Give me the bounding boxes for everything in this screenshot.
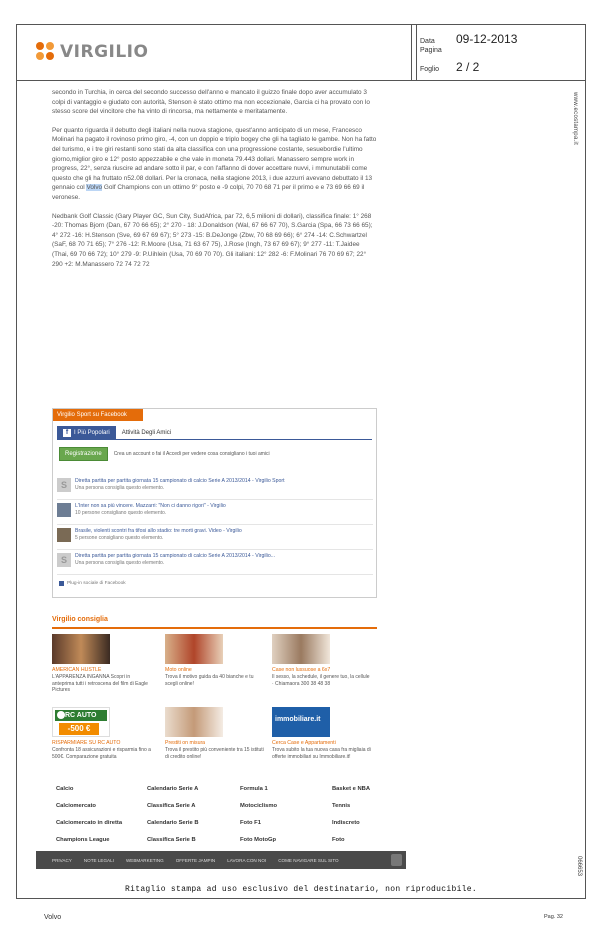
- nav-link[interactable]: Classifica Serie A: [147, 803, 196, 809]
- register-button[interactable]: Registrazione: [59, 447, 108, 461]
- car-icon: [57, 711, 65, 719]
- footer-link[interactable]: WEBMARKETING: [125, 857, 164, 863]
- meta-data-row: [420, 32, 517, 46]
- virgilio-logo-icon: [36, 42, 56, 62]
- rc-auto-badge: RC AUTO: [55, 710, 107, 721]
- nav-link[interactable]: Calcio: [56, 786, 74, 792]
- tab-popular[interactable]: [57, 426, 116, 440]
- promo-title[interactable]: Moto online: [165, 667, 192, 673]
- data-value: 09-12-2013: [456, 32, 518, 46]
- promo-image: [52, 634, 110, 664]
- article-paragraph-1: secondo in Turchia, in cerca del secondo successo dell'anno e mancato il guizzo finale dopo aver accumulato 3 colpi di vantaggio e giudato con autorità, Stenson è stato ottimo ma non eccezionale, Garcia ci ha provato con lo stesso score del vincitore che ha vinto di rincorsa, ma nettamente e meritatamente.: [52, 89, 370, 116]
- nav-link[interactable]: Indiscreto: [332, 820, 360, 826]
- side-code: 066653: [576, 856, 582, 877]
- facebook-tabs: [57, 426, 372, 440]
- promo-image: [165, 707, 223, 737]
- promo-text: Trova il prestito più conveniente tra 15 istituti di credito online!: [165, 747, 264, 760]
- promo-title[interactable]: Case non lussuose a 6x7: [272, 667, 331, 673]
- immobiliare-banner: [272, 707, 330, 737]
- nav-link[interactable]: Basket e NBA: [332, 786, 371, 792]
- meta-separator: [416, 24, 417, 81]
- sp-thumb-icon: S: [57, 478, 71, 492]
- shield-icon: [391, 854, 402, 866]
- footer-bar: [36, 851, 406, 869]
- foglio-label: Foglio: [420, 66, 440, 73]
- promo-text: Il sesso, la schedule, il genere tuo, la cellule · Chiamaora 300 38 48 38: [272, 674, 370, 687]
- logo-text: VIRGILIO: [60, 42, 149, 62]
- list-item-sub: Una persona consiglia questo elemento.: [75, 485, 165, 491]
- discount-badge: -500 €: [59, 723, 99, 735]
- nav-link[interactable]: Calciomercato: [56, 803, 96, 809]
- data-label: Data: [420, 38, 435, 45]
- meta-pagina-row: [420, 47, 456, 54]
- nav-link[interactable]: Formula 1: [240, 786, 268, 792]
- tab-popular-label: I Più Popolari: [74, 429, 110, 436]
- foglio-value: 2 / 2: [456, 60, 480, 74]
- thumbnail-image: [57, 528, 71, 542]
- immobiliare-logo: immobiliare.it: [275, 716, 321, 723]
- promo-card[interactable]: [272, 707, 372, 760]
- promo-image: [165, 634, 223, 664]
- virgilio-logo: [36, 42, 148, 62]
- facebook-icon: f: [63, 429, 71, 437]
- nav-link[interactable]: Calendario Serie B: [147, 820, 199, 826]
- promo-title[interactable]: AMERICAN HUSTLE: [52, 667, 102, 673]
- footer-keyword: Volvo: [44, 914, 62, 921]
- list-item[interactable]: [57, 475, 373, 500]
- side-url: www.ecostampa.it: [572, 92, 578, 146]
- list-item[interactable]: [57, 550, 373, 575]
- facebook-plugin-note: [59, 581, 126, 586]
- footer-link[interactable]: COME NAVIGARE SUL SITO: [278, 857, 339, 863]
- nav-link[interactable]: Foto: [332, 837, 345, 843]
- list-item[interactable]: [57, 525, 373, 550]
- article-paragraph-2a: Per quanto riguarda il debutto degli italiani nella nuova stagione, quest'anno anticipato di un mese, Francesco Molinari ha pagato il rovinoso primo giro, -4, con un doppio e triplo bogey che gli ha tagliato le gambe. Non ha fatto del turismo, e i tre giri restanti sono stati da alta classifica con una progressione costante, sesuebordie l'ultimo giorno,miglior giro e 12° posto appezzabile e che vale in moneta 79.443 dollari. Manassero sempre work in progress, 22°, senza riuscire ad andare sotto il par, e con l'affanno di dover accettare nuvvi, i mmunutabili come questo che gli ha fruttato n52.08 dollari. Per la cronaca, nella stagione 2013, i due azzurri avevano debuttato il 13 gennaio col: [52, 126, 377, 192]
- rc-auto-banner: [52, 707, 110, 737]
- sp-thumb-icon: S: [57, 553, 71, 567]
- promo-card[interactable]: [52, 707, 152, 760]
- promo-text: L'APPARENZA INGANNA Scopri in anteprima tutti i retroscena del film di Eagle Pictures: [52, 674, 148, 693]
- promo-text: Confronta 18 assicurazioni e risparmia fino a 500€. Comparazione gratuita: [52, 747, 151, 760]
- promo-text: Trova subito la tua nuova casa fra migliaia di offerte immobiliari su Immobiliare.it!: [272, 747, 371, 760]
- nav-link[interactable]: Foto MotoGp: [240, 837, 277, 843]
- promo-card[interactable]: [165, 707, 265, 760]
- thumbnail-image: [57, 503, 71, 517]
- nav-link[interactable]: Foto F1: [240, 820, 261, 826]
- facebook-small-icon: [59, 581, 64, 586]
- meta-box: [412, 24, 586, 81]
- nav-link[interactable]: Motociclismo: [240, 803, 278, 809]
- disclaimer: Ritaglio stampa ad uso esclusivo del destinatario, non riproducibile.: [125, 885, 477, 894]
- plugin-text: Plug-in sociale di Facebook: [67, 581, 126, 586]
- meta-foglio-row: [420, 60, 479, 74]
- register-text: Crea un account o fai il Accedi per vedere cosa consigliano i tuoi amici: [113, 451, 270, 457]
- promo-card[interactable]: [272, 634, 372, 687]
- list-item-title[interactable]: Diretta partita per partita giornata 15 campionato di calcio Serie A 2013/2014 - Virgilio Sport: [75, 478, 285, 484]
- nav-link[interactable]: Classifica Serie B: [147, 837, 196, 843]
- promo-card[interactable]: [52, 634, 152, 694]
- facebook-widget-title: Virgilio Sport su Facebook: [53, 409, 143, 421]
- promo-text: Trova il motivo guida da 40 bianche e tu scegli online!: [165, 674, 254, 687]
- article-paragraph-3: Nedbank Golf Classic (Gary Player GC, Sun City, SudAfrica, par 72, 6,5 milioni di dollari), classifica finale: 1° 268 -20: Thomas Bjorn (Dan, 67 70 66 65); 2° 270 - 18: J.Donaldson (Wal, 67 66 67 70), S.Garcia (Spa, 66 73 66 65); 4° 272 -16: H.Stenson (Sve, 69 67 69 67); 5° 273 -15: B.DeJonge (Zbw, 70 68 69 66); 6° 274 -14: C.Schwartzel (SaF, 68 70 71 65); 7° 276 -12: R.Moore (Usa, 71 63 67 75), J.Rose (Ingh, 73 67 69 67); 9° 277 -11: T.Jaidee (Thai, 69 70 66 72); 10° 279 -9: P.Uihlein (Usa, 70 69 70 70). Gli italiani: 12° 282 -6: F.Molinari 76 70 69 67; 22° 290 +2: M.Manassero 72 74 72 72: [52, 212, 373, 268]
- promo-title[interactable]: RISPARMIARE SU RC AUTO: [52, 740, 121, 746]
- list-item-sub: Una persona consiglia questo elemento.: [75, 560, 165, 566]
- list-item-title[interactable]: Brasile, violenti scontri fra tifosi allo stadio: tre morti gravi. Video - Virgilio: [75, 528, 242, 534]
- promo-image: [272, 634, 330, 664]
- article-paragraph-2b: Golf Champions con un ottimo 9° posto e -9 colpi, 70 70 68 71 per il primo e e 73 69 66 69 il veronese.: [52, 184, 365, 201]
- facebook-register: [59, 447, 270, 461]
- pagina-label: Pagina: [420, 47, 442, 54]
- list-item-sub: 10 persone consigliano questo elemento.: [75, 510, 167, 516]
- list-item-title[interactable]: L'Inter non sa più vincere. Mazzarri: "Non ci danno rigori" - Virgilio: [75, 503, 226, 509]
- nav-link[interactable]: Champions League: [56, 837, 110, 843]
- footer-link[interactable]: PRIVACY: [52, 857, 72, 863]
- list-item-title[interactable]: Diretta partita per partita giornata 15 campionato di calcio Serie A 2013/2014 - Virgilio...: [75, 553, 276, 559]
- nav-link[interactable]: Tennis: [332, 803, 351, 809]
- nav-link[interactable]: Calciomercato in diretta: [56, 820, 123, 826]
- footer-link[interactable]: LAVORA CON NOI: [227, 857, 267, 863]
- page-number: Pag. 32: [544, 914, 563, 920]
- facebook-items: [57, 475, 373, 575]
- article-body: [52, 88, 377, 278]
- footer-link[interactable]: NOTE LEGALI: [83, 857, 114, 863]
- facebook-widget: [52, 408, 377, 598]
- list-item-sub: 5 persone consigliano questo elemento.: [75, 535, 164, 541]
- consiglia-title: Virgilio consiglia: [52, 616, 108, 623]
- nav-link[interactable]: Calendario Serie A: [147, 786, 199, 792]
- list-item[interactable]: [57, 500, 373, 525]
- footer-link[interactable]: OFFERTE JAMPIN: [175, 857, 216, 863]
- consiglia-rule: [52, 627, 377, 629]
- tab-friends-activity[interactable]: Attività Degli Amici: [121, 429, 172, 436]
- article-paragraph-2: [52, 126, 377, 203]
- promo-title[interactable]: Prestiti on misura: [165, 740, 206, 746]
- keyword-highlight: Volvo: [86, 184, 103, 192]
- promo-card[interactable]: [165, 634, 265, 687]
- promo-title[interactable]: Cerca Case e Appartamenti: [272, 740, 336, 746]
